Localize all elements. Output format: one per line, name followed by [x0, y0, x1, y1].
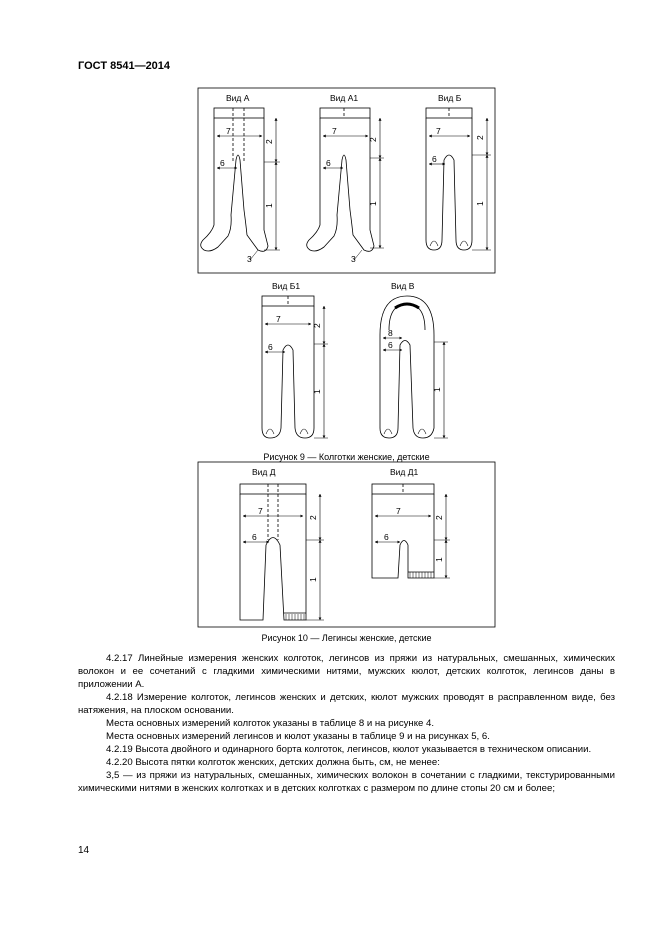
- dim-8-v: 8: [388, 328, 393, 338]
- dim-1-a: 1: [264, 203, 274, 208]
- dim-6-v: 6: [388, 340, 393, 350]
- view-b1-drawing: [262, 296, 328, 438]
- view-d1-drawing: [372, 484, 450, 578]
- paragraph-table8: Места основных измерений колготок указаны в таблице 8 и на рисунке 4.: [106, 718, 435, 729]
- dim-7-b1: 7: [276, 314, 281, 324]
- dim-7-a1: 7: [332, 126, 337, 136]
- figure10-caption: Рисунок 10 — Легинсы женские, детские: [261, 633, 432, 643]
- body-text: [78, 652, 615, 795]
- figure10-frame: [198, 462, 495, 627]
- dim-6-a: 6: [220, 158, 225, 168]
- view-d1-label: Вид Д1: [390, 467, 419, 477]
- document-header: ГОСТ 8541—2014: [78, 60, 171, 72]
- dim-6-d: 6: [252, 532, 257, 542]
- figure9-frame-top: [198, 88, 495, 273]
- dim-6-b1: 6: [268, 342, 273, 352]
- view-a1-label: Вид А1: [330, 93, 359, 103]
- dim-2-d1: 2: [434, 515, 444, 520]
- paragraph-4-2-20: 4.2.20 Высота пятки колготок женских, детских должна быть, см, не менее:: [106, 757, 440, 768]
- dim-6-a1: 6: [326, 158, 331, 168]
- dim-2-a1: 2: [368, 137, 378, 142]
- dim-7-a: 7: [226, 126, 231, 136]
- dim-1-b1: 1: [312, 389, 322, 394]
- paragraph-4-2-18: 4.2.18 Измерение колготок, легинсов женских и детских, кюлот мужских проводят в расправленном виде, без натяжения, на плоском основании.: [78, 692, 615, 716]
- dim-1-b: 1: [475, 201, 485, 206]
- dim-1-v: 1: [432, 387, 442, 392]
- dim-2-b1: 2: [312, 323, 322, 328]
- dim-2-d: 2: [308, 515, 318, 520]
- view-v-drawing: [380, 296, 448, 438]
- view-v-label: Вид В: [391, 281, 415, 291]
- page-number: 14: [78, 845, 90, 856]
- view-b1-label: Вид Б1: [272, 281, 301, 291]
- paragraph-3-5: 3,5 — из пряжи из натуральных, смешанных, химических волокон в сочетании с гладкими, текстурированными химическими нитями в женских колготках и в детских колготках с размером по длине стопы 20 см и более;: [78, 770, 615, 794]
- paragraph-table9: Места основных измерений легинсов и кюлот указаны в таблице 9 и на рисунках 5, 6.: [106, 731, 490, 742]
- dim-3-a1: 3: [351, 254, 356, 264]
- paragraph-4-2-19: 4.2.19 Высота двойного и одинарного борта колготок, легинсов, кюлот указывается в техническом описании.: [106, 744, 592, 755]
- dim-1-a1: 1: [368, 201, 378, 206]
- dim-7-d1: 7: [396, 506, 401, 516]
- dim-3-a: 3: [247, 254, 252, 264]
- dim-7-b: 7: [436, 126, 441, 136]
- dim-7-d: 7: [258, 506, 263, 516]
- view-d-drawing: [240, 484, 324, 620]
- dim-1-d1: 1: [434, 557, 444, 562]
- dim-2-a: 2: [264, 139, 274, 144]
- figure9-caption: Рисунок 9 — Колготки женские, детские: [263, 452, 430, 462]
- view-b-label: Вид Б: [438, 93, 462, 103]
- dim-1-d: 1: [308, 577, 318, 582]
- view-a-drawing: [201, 108, 280, 260]
- dim-2-b: 2: [475, 135, 485, 140]
- view-d-label: Вид Д: [252, 467, 276, 477]
- view-a1-drawing: [307, 108, 384, 260]
- dim-6-d1: 6: [384, 532, 389, 542]
- paragraph-4-2-17: 4.2.17 Линейные измерения женских колготок, легинсов из пряжи из натуральных, смешанных, химических волокон и ее сочетаний с гладкими химическими нитями, мужских кюлот, детских колготок, легинсов даны в приложении А.: [78, 653, 615, 690]
- view-a-label: Вид А: [226, 93, 250, 103]
- dim-6-b: 6: [432, 154, 437, 164]
